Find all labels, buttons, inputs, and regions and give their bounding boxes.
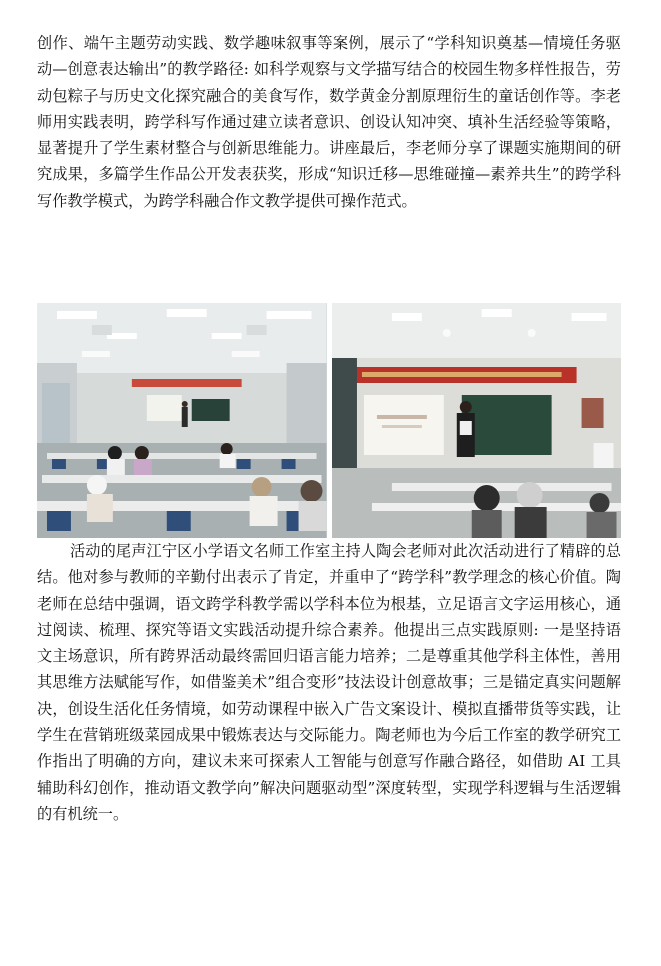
paragraph-top: 创作、端午主题劳动实践、数学趣味叙事等案例，展示了“学科知识奠基—情境任务驱动—创意表达输出”的教学路径: 如科学观察与文学描写结合的校园生物多样性报告，劳动包粽子与历史文化探究融合的美食写作，数学黄金分割原理衍生的童话创作等。李老师用实践表明，跨学科写作通过建立读者意识、创设认知冲突、填补生活经验等策略，显著提升了学生素材整合与创新思维能力。讲座最后，李老师分享了课题实施期间的研究成果，多篇学生作品公开发表获奖，形成“知识迁移—思维碰撞—素养共生”的跨学科写作教学模式，为跨学科融合作文教学提供可操作范式。 <box>37 34 621 210</box>
classroom-lecture-illustration <box>37 303 327 538</box>
paragraph-bottom: 活动的尾声江宁区小学语文名师工作室主持人陶会老师对此次活动进行了精辟的总结。他对参与教师的辛勤付出表示了肯定，并重申了“跨学科”教学理念的核心价值。陶老师在总结中强调，语文跨学科教学需以学科本位为根基，立足语言文字运用核心，通过阅读、梳理、探究等语文实践活动提升综合素养。他提出三点实践原则: 一是坚持语文主场意识，所有跨界活动最终需回归语言能力培养；二是尊重其他学科主体性，善用其思维方法赋能写作，如借鉴美术”组合变形”技法设计创意故事；三是锚定真实问题解决，创设生活化任务情境，如劳动课程中嵌入广告文案设计、模拟直播带货等实践，让学生在营销班级菜园成果中锻炼表达与交际能力。陶老师也为今后工作室的教学研究工作指出了明确的方向，建议未来可探索人工智能与创意写作融合路径，如借助 AI 工具辅助科幻创作，推动语文教学向”解决问题驱动型”深度转型，实现学科逻辑与生活逻辑的有机统一。 <box>37 542 621 823</box>
classroom-speaker-photo <box>332 303 622 538</box>
classroom-speaker-illustration <box>332 303 622 538</box>
photo-row <box>37 303 621 538</box>
classroom-lecture-photo <box>37 303 327 538</box>
